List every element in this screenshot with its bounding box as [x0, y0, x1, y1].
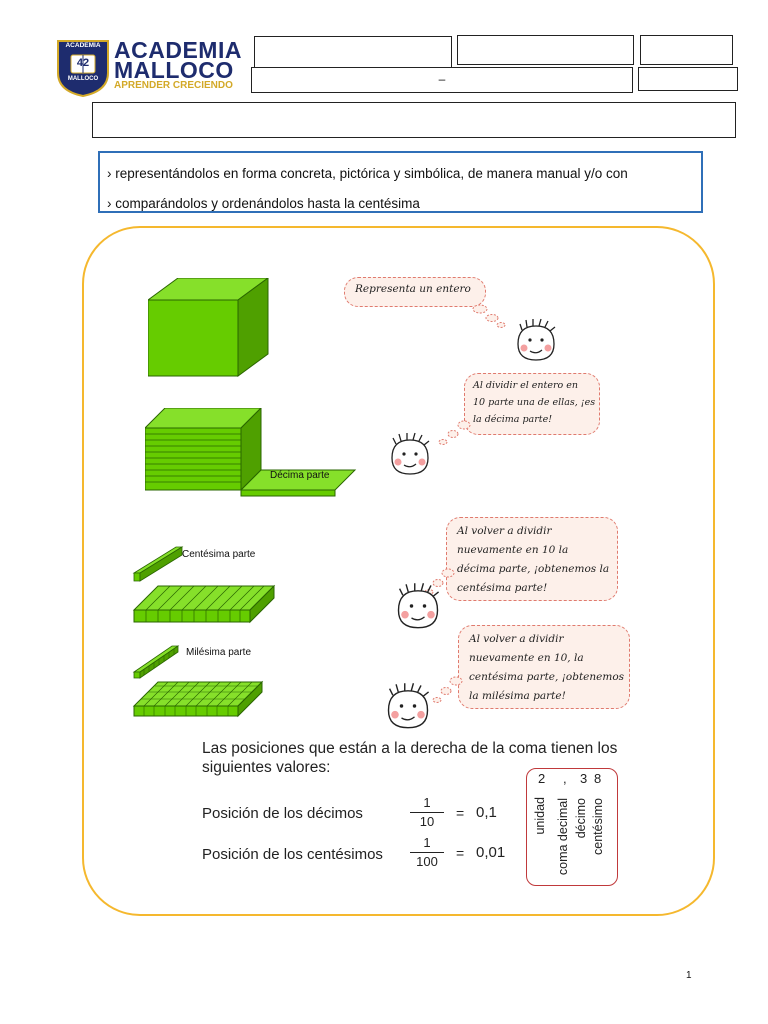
bubble-milesima-line-1: Al volver a dividir [469, 633, 564, 645]
bubble-centesima-line-3: décima parte, ¡obtenemos la [457, 563, 610, 575]
header-field-date[interactable] [640, 35, 733, 65]
digit-comma: , [563, 771, 567, 786]
stacked-flats-icon [145, 408, 365, 498]
place-name-centesimo: centésimo [591, 798, 605, 855]
row-decimos-label: Posición de los décimos [202, 805, 363, 822]
brand-tagline: APRENDER CRECIENDO [114, 80, 233, 91]
header-field-score[interactable] [638, 67, 738, 91]
cartoon-face-icon [512, 318, 560, 362]
label-milesima-parte: Milésima parte [186, 647, 252, 658]
fraction-centesimos [410, 834, 444, 871]
bubble-decima-line-2: 10 parte una de ellas, ¡es [473, 397, 596, 408]
place-name-unidad: unidad [533, 797, 547, 835]
bubble-centesima-line-1: Al volver a dividir [457, 525, 552, 537]
bubble-entero [344, 277, 486, 307]
header-field-course[interactable] [457, 35, 634, 65]
fraction-decimos-denominator: 10 [419, 814, 435, 829]
logo-top-text: ACADEMIA [65, 42, 101, 49]
digit-tenths: 3 [580, 771, 588, 786]
milesima-flat-icon [132, 680, 266, 720]
bubble-entero-line-1: Representa un entero [355, 283, 471, 295]
row-decimos-value: 0,1 [476, 804, 497, 821]
centesima-rod-icon [130, 545, 186, 585]
cartoon-face-icon [392, 582, 444, 630]
label-decima-parte: Décima parte [270, 470, 330, 481]
row-centesimos-value: 0,01 [476, 844, 506, 861]
fraction-decimos-numerator: 1 [410, 794, 444, 813]
brand-line2: MALLOCO [114, 57, 234, 83]
row-decimos-equals: = [456, 805, 465, 821]
fraction-centesimos-denominator: 100 [416, 854, 438, 869]
logo-number: 42 [76, 57, 90, 69]
thought-dots-icon [470, 304, 510, 328]
cartoon-face-icon [382, 682, 434, 730]
objective-line-1: › representándolos en forma concreta, pictórica y simbólica, de manera manual y/o con [107, 166, 628, 181]
milesima-rod-icon [130, 644, 182, 682]
place-name-coma-decimal: coma decimal [556, 798, 570, 876]
brand-line1: ACADEMIA [114, 37, 242, 63]
explanation-line-1: Las posiciones que están a la derecha de la coma tienen los [202, 740, 618, 757]
title-box[interactable] [92, 102, 736, 138]
row-centesimos-equals: = [456, 845, 465, 861]
bubble-centesima-line-4: centésima parte! [457, 582, 548, 594]
header-field-subject[interactable] [251, 67, 633, 93]
bubble-centesima-line-2: nuevamente en 10 la [457, 544, 569, 556]
bubble-milesima [458, 625, 630, 709]
logo-bottom-text: MALLOCO [67, 76, 99, 82]
header-field-name[interactable] [254, 36, 452, 68]
digit-hundredths: 8 [594, 771, 602, 786]
digit-unit: 2 [538, 771, 546, 786]
centesima-flat-icon [132, 584, 280, 626]
bubble-decima [464, 373, 600, 435]
bubble-decima-line-1: Al dividir el entero en [473, 380, 579, 391]
bubble-milesima-line-4: la milésima parte! [469, 690, 566, 702]
place-name-decimo: décimo [574, 798, 588, 839]
whole-cube-icon [148, 278, 272, 378]
school-logo [54, 35, 242, 97]
objective-line-2: › comparándolos y ordenándolos hasta la centésima [107, 196, 420, 211]
thought-dots-icon [436, 420, 472, 446]
explanation-line-2: siguientes valores: [202, 759, 331, 776]
fraction-centesimos-numerator: 1 [410, 834, 444, 853]
label-centesima-parte: Centésima parte [182, 549, 256, 560]
bubble-centesima [446, 517, 618, 601]
fraction-decimos [410, 794, 444, 831]
bubble-milesima-line-3: centésima parte, ¡obtenemos [469, 671, 625, 683]
page-number: 1 [686, 970, 692, 981]
bubble-decima-line-3: la décima parte! [473, 414, 553, 425]
objective-box [98, 151, 703, 213]
bubble-milesima-line-2: nuevamente en 10, la [469, 652, 584, 664]
row-centesimos-label: Posición de los centésimos [202, 846, 383, 863]
header-dash: – [438, 72, 446, 86]
thought-dots-icon [430, 676, 464, 704]
cartoon-face-icon [386, 432, 434, 476]
